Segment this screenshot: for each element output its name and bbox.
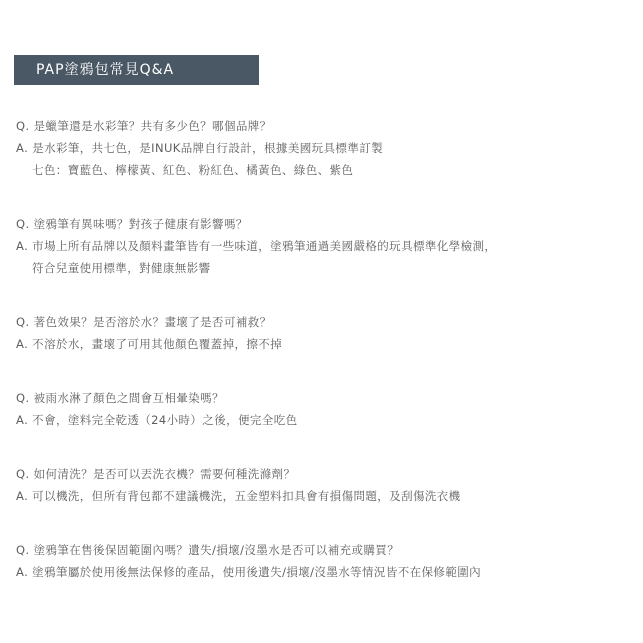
qa-item-odor <box>16 213 631 279</box>
page-title: PAP塗鴉包常見Q&A <box>14 55 259 85</box>
answer-text: A. 可以機洗，但所有背包都不建議機洗，五金塑料扣具會有損傷問題，及刮傷洗衣機 <box>16 489 461 503</box>
answer-text: A. 不會，塗料完全乾透（24小時）之後，便完全吃色 <box>16 413 298 427</box>
qa-item-warranty <box>16 539 631 583</box>
question-text: Q. 塗鴉筆有異味嗎？對孩子健康有影響嗎？ <box>16 217 248 231</box>
answer-text: A. 市場上所有品牌以及顏料畫筆皆有一些味道，塗鴉筆通過美國嚴格的玩具標準化學檢測， <box>16 239 497 253</box>
question-text: Q. 塗鴉筆在售後保固範圍內嗎？遺失/損壞/沒墨水是否可以補充或購買？ <box>16 543 400 557</box>
qa-list <box>16 115 631 583</box>
qa-item-rain <box>16 387 631 431</box>
question-text: Q. 著色效果？是否溶於水？畫壞了是否可補救？ <box>16 315 272 329</box>
answer-detail-text: 七色：寶藍色、檸檬黃、紅色、粉紅色、橘黃色、綠色、紫色 <box>32 163 354 177</box>
qa-item-colors <box>16 115 631 181</box>
answer-text: A. 是水彩筆，共七色，是INUK品牌自行設計，根據美國玩具標準訂製 <box>16 141 384 155</box>
question-text: Q. 是蠟筆還是水彩筆？共有多少色？哪個品牌？ <box>16 119 272 133</box>
answer-text: A. 不溶於水，畫壞了可用其他顏色覆蓋掉，擦不掉 <box>16 337 283 351</box>
qa-item-coloring <box>16 311 631 355</box>
question-text: Q. 被雨水淋了顏色之間會互相暈染嗎？ <box>16 391 224 405</box>
answer-text: A. 塗鴉筆屬於使用後無法保修的產品，使用後遺失/損壞/沒墨水等情況皆不在保修範圍內 <box>16 565 482 579</box>
qa-item-washing <box>16 463 631 507</box>
question-text: Q. 如何清洗？是否可以丟洗衣機？需要何種洗滌劑？ <box>16 467 296 481</box>
answer-detail-text: 符合兒童使用標準，對健康無影響 <box>32 261 211 275</box>
